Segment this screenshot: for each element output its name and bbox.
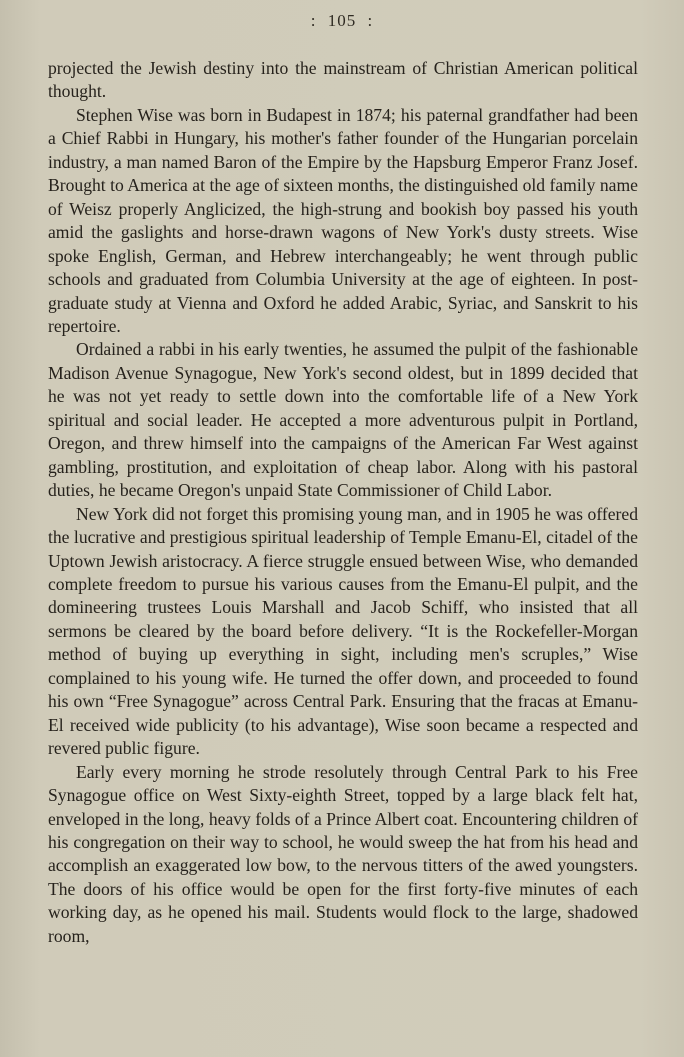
page-number: : 105 : [310, 11, 374, 30]
paragraph-wise-birth: Stephen Wise was born in Budapest in 1874; his paternal grandfather had been a Chief Rabbi in Hungary, his mother's father founder of the Hungarian porcelain industry, a man named Baron of the Empire by the Hapsburg Emperor Franz Josef. Brought to America at the age of sixteen months, the distinguished old family name of Weisz properly Anglicized, the high-strung and bookish boy passed his youth amid the gaslights and horse-drawn wagons of New York's dusty streets. Wise spoke English, German, and Hebrew interchangeably; he went through public schools and graduated from Columbia University at the age of eighteen. In post-graduate study at Vienna and Oxford he added Arabic, Syriac, and Sanskrit to his repertoire. [48, 104, 638, 336]
paragraph-central-park: Early every morning he strode resolutely through Central Park to his Free Synagogue office on West Sixty-eighth Street, topped by a large black felt hat, enveloped in the long, heavy folds of a Prince Albert coat. Encountering children of his congregation on their way to school, he would sweep the hat from his head and accomplish an exaggerated low bow, to the nervous titters of the awed youngsters. The doors of his office would be open for the first forty-five minutes of each working day, as he opened his mail. Students would flock to the large, shadowed room, [48, 761, 638, 946]
body-text [48, 57, 638, 948]
paragraph-emanu-el: New York did not forget this promising young man, and in 1905 he was offered the lucrative and prestigious spiritual leadership of Temple Emanu-El, citadel of the Uptown Jewish aristocracy. A fierce struggle ensued between Wise, who demanded complete freedom to pursue his various causes from the Emanu-El pulpit, and the domineering trustees Louis Marshall and Jacob Schiff, who insisted that all sermons be cleared by the board before delivery. “It is the Rockefeller-Morgan method of buying up everything in sight, including men's scruples,” Wise complained to his young wife. He turned the offer down, and proceeded to found his own “Free Synagogue” across Central Park. Ensuring that the fracas at Emanu-El received wide publicity (to his advantage), Wise soon became a respected and revered public figure. [48, 503, 638, 759]
paragraph-ordained: Ordained a rabbi in his early twenties, he assumed the pulpit of the fashionable Madison Avenue Synagogue, New York's second oldest, but in 1899 decided that he was not yet ready to settle down into the comfortable life of a New York spiritual and social leader. He accepted a more adventurous pulpit in Portland, Oregon, and threw himself into the campaigns of the American Far West against gambling, prostitution, and exploitation of cheap labor. Along with his pastoral duties, he became Oregon's unpaid State Commissioner of Child Labor. [48, 339, 638, 501]
paragraph-continuation: projected the Jewish destiny into the mainstream of Christian American political thought. [48, 58, 638, 102]
